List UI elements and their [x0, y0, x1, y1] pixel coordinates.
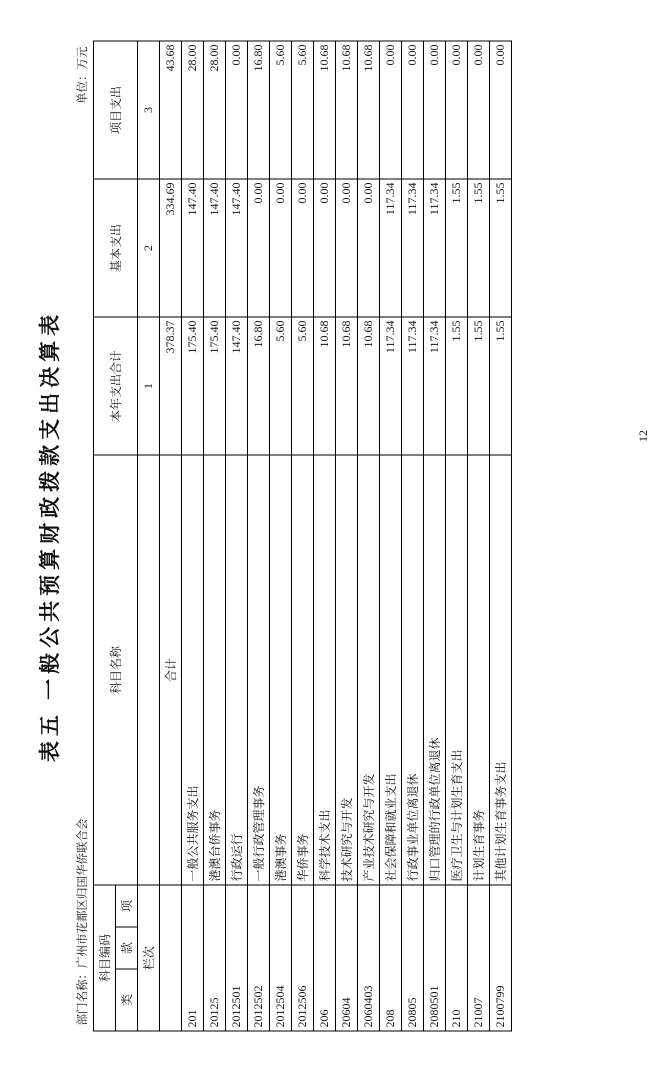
cell-subject-name: 合计: [160, 455, 182, 885]
cell-basic: 334.69: [160, 179, 182, 317]
cell-total: 1.55: [468, 317, 490, 455]
department-label: 部门名称：广州市花都区归国华侨联合会: [77, 818, 89, 1025]
cell-basic: 117.34: [402, 179, 424, 317]
header-colnum-2: 2: [138, 179, 160, 317]
cell-basic: 0.00: [270, 179, 292, 317]
cell-project: 0.00: [446, 41, 468, 179]
cell-project: 0.00: [380, 41, 402, 179]
cell-project: 5.60: [270, 41, 292, 179]
page-number: 12: [636, 430, 650, 442]
cell-subject-name: 社会保障和就业支出: [380, 455, 402, 885]
table-row: [182, 41, 204, 1031]
header-basic-col: 基本支出: [94, 179, 138, 317]
cell-subject-name: 其他计划生育事务支出: [490, 455, 512, 885]
budget-expenditure-table: [93, 40, 512, 1031]
cell-basic: 0.00: [336, 179, 358, 317]
cell-project: 0.00: [402, 41, 424, 179]
table-row: [358, 41, 380, 1031]
cell-project: 5.60: [292, 41, 314, 179]
cell-code: 2012504: [270, 884, 292, 1030]
cell-subject-name: 港澳台侨事务: [204, 455, 226, 885]
cell-code: 206: [314, 884, 336, 1030]
cell-subject-name: 一般行政管理事务: [248, 455, 270, 885]
cell-total: 378.37: [160, 317, 182, 455]
cell-code: 2012506: [292, 884, 314, 1030]
cell-code: 2012502: [248, 884, 270, 1030]
table-row: [490, 41, 512, 1031]
cell-code: 20604: [336, 884, 358, 1030]
cell-total: 117.34: [424, 317, 446, 455]
header-name-col: 科目名称: [94, 455, 138, 885]
cell-subject-name: 医疗卫生与计划生育支出: [446, 455, 468, 885]
cell-basic: 0.00: [358, 179, 380, 317]
cell-subject-name: 港澳事务: [270, 455, 292, 885]
cell-basic: 0.00: [292, 179, 314, 317]
cell-basic: 1.55: [446, 179, 468, 317]
cell-basic: 147.40: [182, 179, 204, 317]
cell-total: 117.34: [380, 317, 402, 455]
header-code-kuan: 款: [116, 927, 138, 969]
table-head: [94, 41, 160, 1031]
cell-basic: 147.40: [226, 179, 248, 317]
cell-subject-name: 行政运行: [226, 455, 248, 885]
cell-code: 2012501: [226, 884, 248, 1030]
header-code-lei: 类: [116, 969, 138, 1031]
cell-total: 175.40: [204, 317, 226, 455]
cell-project: 0.00: [468, 41, 490, 179]
table-row: [270, 41, 292, 1031]
cell-total: 10.68: [314, 317, 336, 455]
cell-project: 43.68: [160, 41, 182, 179]
cell-subject-name: 归口管理的行政单位离退休: [424, 455, 446, 885]
cell-subject-name: 华侨事务: [292, 455, 314, 885]
table-row: [402, 41, 424, 1031]
header-code-xiang: 项: [116, 884, 138, 926]
header-code-group: 科目编码: [94, 884, 116, 1030]
cell-code: 20125: [204, 884, 226, 1030]
table-row: [446, 41, 468, 1031]
cell-subject-name: 产业技术研究与开发: [358, 455, 380, 885]
table-row: [424, 41, 446, 1031]
table-row: [292, 41, 314, 1031]
cell-total: 147.40: [226, 317, 248, 455]
cell-code: 208: [380, 884, 402, 1030]
table-body: [160, 41, 512, 1031]
cell-total: 175.40: [182, 317, 204, 455]
cell-basic: 117.34: [424, 179, 446, 317]
cell-project: 10.68: [358, 41, 380, 179]
header-colnum-1: 1: [138, 317, 160, 455]
table-row: [314, 41, 336, 1031]
cell-basic: 0.00: [248, 179, 270, 317]
cell-code: 2080501: [424, 884, 446, 1030]
cell-project: 28.00: [182, 41, 204, 179]
cell-subject-name: 一般公共服务支出: [182, 455, 204, 885]
table-row: [160, 41, 182, 1031]
cell-basic: 1.55: [468, 179, 490, 317]
cell-total: 16.80: [248, 317, 270, 455]
page-title: 表五 一般公共预算财政拨款支出决算表: [38, 309, 62, 762]
cell-code: 2060403: [358, 884, 380, 1030]
cell-code: 21007: [468, 884, 490, 1030]
cell-code: [160, 884, 182, 1030]
header-row-label-name: [138, 455, 160, 885]
header-total-col: 本年支出合计: [94, 317, 138, 455]
cell-project: 10.68: [314, 41, 336, 179]
table-header-row-columnnumbers: [138, 41, 160, 1031]
cell-basic: 1.55: [490, 179, 512, 317]
table-row: [336, 41, 358, 1031]
header-colnum-3: 3: [138, 41, 160, 179]
header-project-col: 项目支出: [94, 41, 138, 179]
header-row-label: 栏次: [138, 884, 160, 1030]
table-row: [248, 41, 270, 1031]
cell-total: 5.60: [292, 317, 314, 455]
table-row: [468, 41, 490, 1031]
unit-label: 单位：万元: [77, 46, 89, 104]
cell-subject-name: 技术研究与开发: [336, 455, 358, 885]
cell-basic: 147.40: [204, 179, 226, 317]
cell-code: 20805: [402, 884, 424, 1030]
cell-total: 10.68: [358, 317, 380, 455]
cell-subject-name: 科学技术支出: [314, 455, 336, 885]
cell-project: 0.00: [226, 41, 248, 179]
cell-code: 210: [446, 884, 468, 1030]
cell-total: 5.60: [270, 317, 292, 455]
cell-project: 28.00: [204, 41, 226, 179]
meta-row: [74, 46, 90, 1025]
cell-total: 10.68: [336, 317, 358, 455]
cell-basic: 117.34: [380, 179, 402, 317]
cell-project: 10.68: [336, 41, 358, 179]
cell-project: 0.00: [424, 41, 446, 179]
cell-project: 0.00: [490, 41, 512, 179]
cell-total: 1.55: [490, 317, 512, 455]
table-row: [226, 41, 248, 1031]
cell-subject-name: 计划生育事务: [468, 455, 490, 885]
cell-subject-name: 行政事业单位离退休: [402, 455, 424, 885]
cell-total: 117.34: [402, 317, 424, 455]
cell-code: 201: [182, 884, 204, 1030]
table-row: [204, 41, 226, 1031]
cell-basic: 0.00: [314, 179, 336, 317]
cell-total: 1.55: [446, 317, 468, 455]
table-header-row-1: [94, 41, 116, 1031]
cell-code: 2100799: [490, 884, 512, 1030]
table-row: [380, 41, 402, 1031]
cell-project: 16.80: [248, 41, 270, 179]
